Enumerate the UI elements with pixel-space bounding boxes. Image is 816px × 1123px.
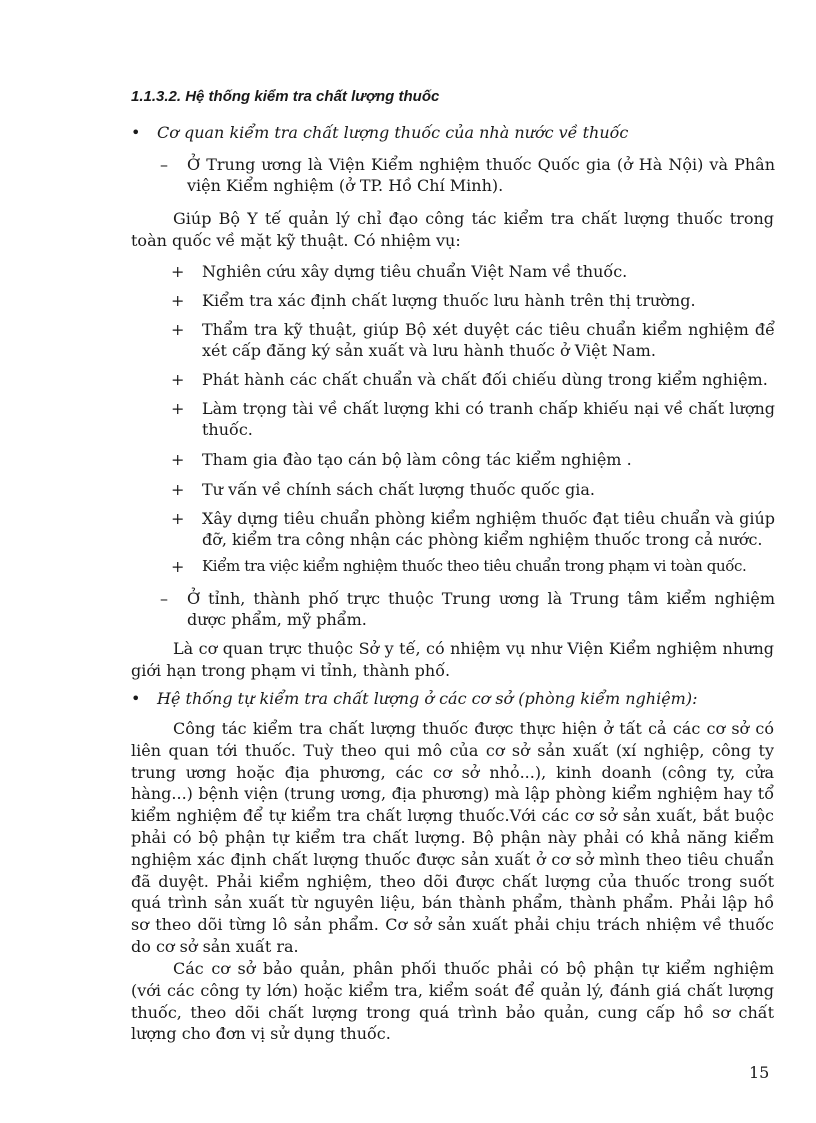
task-text: Xây dựng tiêu chuẩn phòng kiểm nghiệm thuốc đạt tiêu chuẩn và giúp đỡ, kiểm tra công nhận các phòng kiểm nghiệm thuốc trong cả nước. [202, 509, 775, 549]
task-text: Tham gia đào tạo cán bộ làm công tác kiểm nghiệm . [202, 450, 632, 469]
bullet-title: Cơ quan kiểm tra chất lượng thuốc của nhà nước về thuốc [157, 123, 629, 142]
section-heading: 1.1.3.2. Hệ thống kiểm tra chất lượng thuốc [131, 88, 440, 105]
page-number: 15 [749, 1063, 770, 1082]
dash-marker: – [160, 155, 168, 174]
plus-marker: + [171, 480, 185, 499]
task-text: Phát hành các chất chuẩn và chất đối chiếu dùng trong kiểm nghiệm. [202, 370, 768, 389]
plus-marker: + [171, 262, 185, 281]
dash-text: Ở tỉnh, thành phố trực thuộc Trung ương là Trung tâm kiểm nghiệm dược phẩm, mỹ phẩm. [187, 589, 775, 629]
plus-marker: + [171, 291, 185, 310]
plus-marker: + [171, 399, 185, 418]
task-text: Tư vấn về chính sách chất lượng thuốc quốc gia. [202, 480, 595, 499]
dash-marker: – [160, 589, 168, 608]
plus-marker: + [171, 370, 185, 389]
paragraph-provincial-center: Là cơ quan trực thuộc Sở y tế, có nhiệm vụ như Viện Kiểm nghiệm nhưng giới hạn trong phạm vi tỉnh, thành phố. [131, 639, 774, 680]
task-text: Kiểm tra xác định chất lượng thuốc lưu hành trên thị trường. [202, 291, 696, 310]
task-text: Kiểm tra việc kiểm nghiệm thuốc theo tiêu chuẩn trong phạm vi toàn quốc. [202, 557, 747, 575]
paragraph-quality-control: Công tác kiểm tra chất lượng thuốc được thực hiện ở tất cả các cơ sở có liên quan tới thuốc. Tuỳ theo qui mô của cơ sở sản xuất (xí nghiệp, công ty trung ương hoặc địa phương, các cơ sở nhỏ...), kinh doanh (công ty, cửa hàng...) bệnh viện (trung ương, địa phương) mà lập phòng kiểm nghiệm hay tổ kiểm nghiệm để tự kiểm tra chất lượng thuốc.Với các cơ sở sản xuất, bắt buộc phải có bộ phận tự kiểm tra chất lượng. Bộ phận này phải có khả năng kiểm nghiệm xác định chất lượng thuốc được sản xuất ở cơ sở mình theo tiêu chuẩn đã duyệt. Phải kiểm nghiệm, theo dõi được chất lượng của thuốc trong suốt quá trình sản xuất từ nguyên liệu, bán thành phẩm, thành phẩm. Phải lập hồ sơ theo dõi từng lô sản phẩm. Cơ sở sản xuất phải chịu trách nhiệm về thuốc do cơ sở sản xuất ra. [131, 719, 774, 956]
plus-marker: + [171, 557, 185, 576]
task-text: Làm trọng tài về chất lượng khi có tranh chấp khiếu nại về chất lượng thuốc. [202, 399, 775, 439]
task-text: Thẩm tra kỹ thuật, giúp Bộ xét duyệt các tiêu chuẩn kiểm nghiệm để xét cấp đăng ký sản xuất và lưu hành thuốc ở Việt Nam. [202, 320, 775, 360]
paragraph-storage-distribution: Các cơ sở bảo quản, phân phối thuốc phải có bộ phận tự kiểm nghiệm (với các công ty lớn) hoặc kiểm tra, kiểm soát để quản lý, đánh giá chất lượng thuốc, theo dõi chất lượng trong quá trình bảo quản, cung cấp hồ sơ chất lượng cho đơn vị sử dụng thuốc. [131, 959, 774, 1044]
paragraph-duties-intro: Giúp Bộ Y tế quản lý chỉ đạo công tác kiểm tra chất lượng thuốc trong toàn quốc về mặt kỹ thuật. Có nhiệm vụ: [131, 209, 774, 250]
plus-marker: + [171, 320, 185, 339]
plus-marker: + [171, 509, 185, 528]
plus-marker: + [171, 450, 185, 469]
bullet-title: Hệ thống tự kiểm tra chất lượng ở các cơ sở (phòng kiểm nghiệm): [157, 689, 698, 708]
bullet-marker: • [131, 689, 141, 708]
task-text: Nghiên cứu xây dựng tiêu chuẩn Việt Nam về thuốc. [202, 262, 628, 281]
bullet-marker: • [131, 123, 141, 142]
dash-text: Ở Trung ương là Viện Kiểm nghiệm thuốc Quốc gia (ở Hà Nội) và Phân viện Kiểm nghiệm (ở TP. Hồ Chí Minh). [187, 155, 775, 195]
